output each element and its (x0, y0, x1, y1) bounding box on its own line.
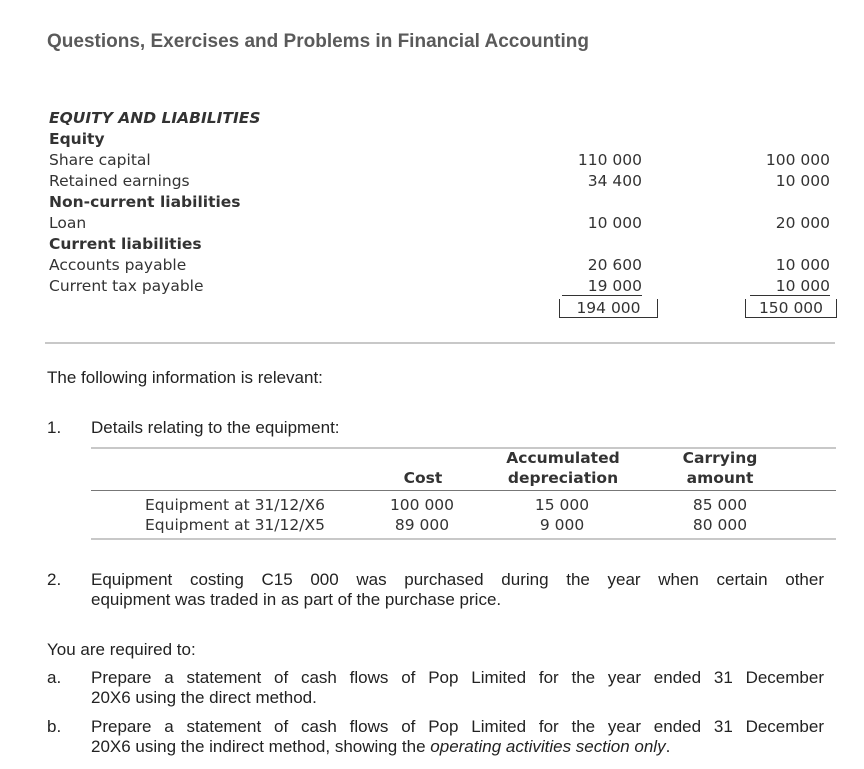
item2-line-1: Equipment costing C15 000 was purchased during the year when certain other (91, 570, 824, 589)
retained-earnings-label: Retained earnings (49, 172, 190, 190)
col-carry-header-2: amount (686, 469, 754, 487)
req-b-line-2 (91, 737, 670, 757)
table-header-rule (91, 490, 836, 491)
equip-row-1-cost: 100 000 (389, 496, 455, 514)
equip-row-2-carry: 80 000 (692, 516, 748, 534)
accounts-payable-x6: 20 600 (587, 256, 642, 274)
retained-earnings-x6: 34 400 (587, 172, 642, 190)
current-tax-x5: 10 000 (750, 277, 830, 296)
req-b-line-1: Prepare a statement of cash flows of Pop Limited for the year ended 31 December (91, 717, 824, 736)
page-header: Questions, Exercises and Problems in Financial Accounting (47, 31, 589, 52)
accounts-payable-x5: 10 000 (775, 256, 830, 274)
share-capital-x5: 100 000 (765, 151, 830, 169)
current-heading: Current liabilities (49, 235, 202, 253)
intro-text: The following information is relevant: (47, 368, 323, 387)
req-b-letter: b. (47, 717, 62, 736)
table-bottom-rule (91, 538, 836, 540)
current-tax-label: Current tax payable (49, 277, 204, 295)
required-heading: You are required to: (47, 640, 196, 659)
equip-row-2-cost: 89 000 (394, 516, 450, 534)
share-capital-label: Share capital (49, 151, 151, 169)
loan-label: Loan (49, 214, 87, 232)
share-capital-x6: 110 000 (577, 151, 642, 169)
req-a-letter: a. (47, 668, 62, 687)
col-carry-header-1: Carrying (682, 449, 758, 467)
loan-x6: 10 000 (587, 214, 642, 232)
equip-row-2-label: Equipment at 31/12/X5 (145, 516, 325, 534)
equip-row-1-label: Equipment at 31/12/X6 (145, 496, 325, 514)
equip-row-1-carry: 85 000 (692, 496, 748, 514)
section-title: EQUITY AND LIABILITIES (49, 109, 261, 127)
loan-x5: 20 000 (775, 214, 830, 232)
noncurrent-heading: Non-current liabilities (49, 193, 241, 211)
item2-number: 2. (47, 570, 62, 589)
equip-row-2-accdep: 9 000 (539, 516, 585, 534)
total-x6: 194 000 (559, 299, 658, 318)
col-accdep-header-1: Accumulated (506, 449, 620, 467)
retained-earnings-x5: 10 000 (775, 172, 830, 190)
req-a-line-2: 20X6 using the direct method. (91, 688, 317, 707)
item1-text: Details relating to the equipment: (91, 418, 340, 437)
req-b-line-2-emphasis: operating activities section only (430, 737, 666, 756)
equity-heading: Equity (49, 130, 105, 148)
accounts-payable-label: Accounts payable (49, 256, 187, 274)
current-tax-x6: 19 000 (562, 277, 642, 296)
col-accdep-header-2: depreciation (507, 469, 619, 487)
section-divider (45, 342, 835, 344)
req-b-line-2-suffix: . (665, 737, 671, 756)
item1-number: 1. (47, 418, 62, 437)
equip-row-1-accdep: 15 000 (534, 496, 590, 514)
req-b-line-2-prefix: 20X6 using the indirect method, showing the (91, 737, 431, 756)
total-x5: 150 000 (745, 299, 837, 318)
item2-line-2: equipment was traded in as part of the purchase price. (91, 590, 502, 609)
col-cost-header: Cost (403, 469, 443, 487)
req-a-line-1: Prepare a statement of cash flows of Pop Limited for the year ended 31 December (91, 668, 824, 687)
